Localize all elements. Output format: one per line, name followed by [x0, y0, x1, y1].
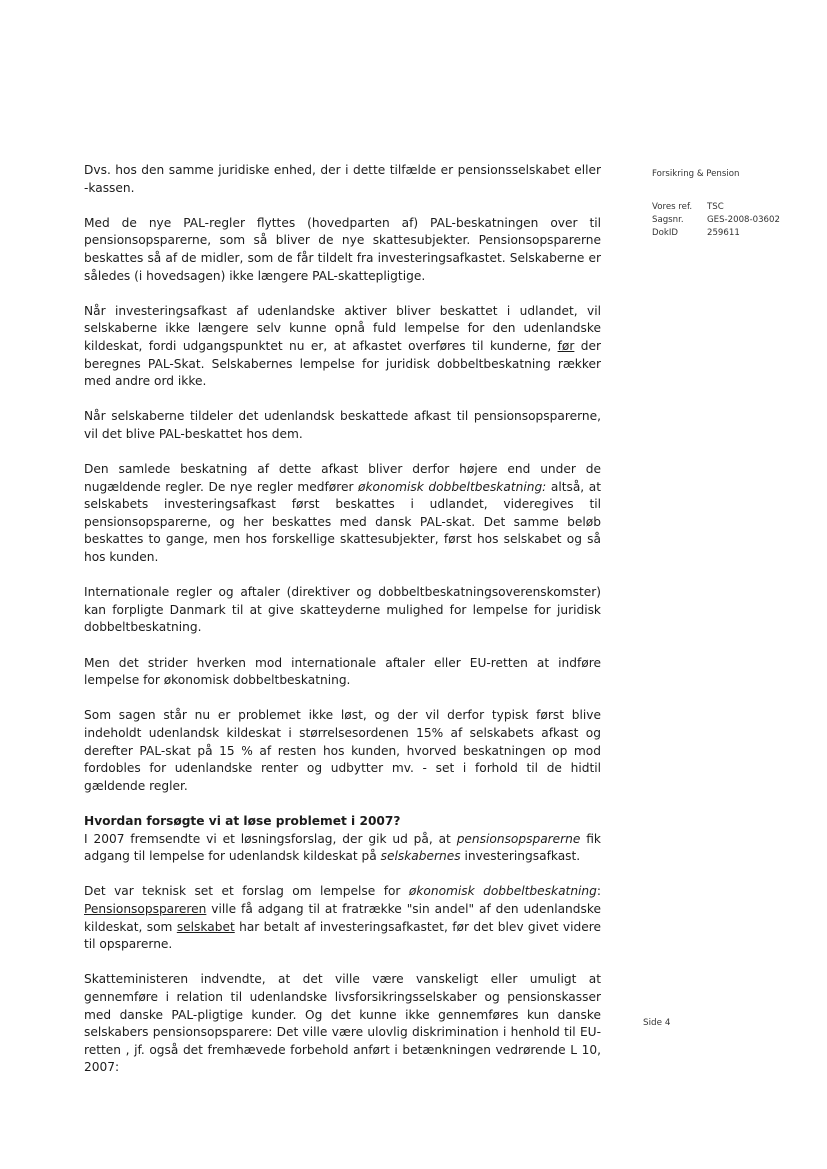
body-text — [84, 162, 601, 1077]
ref-label: DokID — [652, 228, 679, 238]
letter-sidebar — [652, 168, 812, 240]
paragraph: Internationale regler og aftaler (direktiver og dobbeltbeskatningsoverenskomster) kan forpligte Danmark til at give skatteyderne mulighed for lempelse for juridisk dobbeltbeskatning. — [84, 585, 601, 635]
text-run: altså, at selskabets investeringsafkast først beskattes i udlandet, videregives til pensionsopsparerne, og her beskattes med dansk PAL-skat. Det samme beløb beskattes to gange, men hos forskellige skattesubjekter, først hos selskabet og så hos kunden. — [84, 479, 601, 565]
italic-text: økonomisk dobbeltbeskatning — [408, 884, 597, 899]
ref-row-dokid — [652, 227, 812, 240]
text-run: ville få adgang til at fratrække "sin andel" af den udenlandske kildeskat, som — [84, 901, 601, 934]
paragraph: Skatteministeren indvendte, at det ville være vanskeligt eller umuligt at gennemføre i relation til udenlandske livsforsikringsselskaber og pensionskasser med danske PAL-pligtige kunder. Og det kunne ikke gennemføres kun danske selskabers pensionsopsparere: Det ville være ulovlig diskrimination i henhold til EU-retten , jf. også det fremhævede forbehold anført i betænkningen vedrørende L 10, 2007: — [84, 972, 601, 1075]
paragraph — [84, 831, 601, 866]
paragraph — [84, 461, 601, 567]
paragraph: Men det strider hverken mod internationale aftaler eller EU-retten at indføre lempelse for økonomisk dobbeltbeskatning. — [84, 655, 601, 688]
paragraph: Som sagen står nu er problemet ikke løst, og der vil derfor typisk først blive indeholdt udenlandsk kildeskat i størrelsesordenen 15% af selskabets afkast og derefter PAL-skat på 15 % af resten hos kunden, hvorved beskatningen op mod fordobles for udenlandske renter og udbytter mv. - set i forhold til de hidtil gældende regler. — [84, 708, 601, 793]
text-run: Den samlede beskatning af dette afkast bliver derfor højere end under de nugældende regler. De nye regler medfører — [84, 462, 601, 494]
ref-row-sagsnr — [652, 214, 812, 227]
underlined-text: før — [557, 338, 575, 353]
text-run: fik adgang til lempelse for udenlandsk kildeskat på — [84, 831, 601, 864]
underlined-text: Pensionsopspareren — [84, 901, 207, 916]
ref-label: Sagsnr. — [652, 215, 684, 225]
department-name: Forsikring & Pension — [652, 169, 740, 179]
text-run: Når investeringsafkast af udenlandske aktiver bliver beskattet i udlandet, vil selskaberne ikke længere selv kunne opnå fuld lempelse for den udenlandske kildeskat, fordi udgangspunktet nu er, at afkastet overføres til kunderne, — [84, 303, 601, 353]
text-run: der beregnes PAL-Skat. Selskabernes lempelse for juridisk dobbeltbeskatning rækker med andre ord ikke. — [84, 338, 601, 389]
italic-text: økonomisk dobbeltbeskatning: — [358, 479, 547, 494]
paragraph — [84, 883, 601, 953]
paragraph — [84, 303, 601, 391]
ref-value: TSC — [707, 202, 724, 212]
ref-row-vores-ref — [652, 201, 812, 214]
section-heading: Hvordan forsøgte vi at løse problemet i 2007? — [84, 813, 401, 828]
text-run: I 2007 fremsendte vi et løsningsforslag, der gik ud på, at — [84, 831, 457, 846]
text-run: : — [596, 884, 602, 899]
ref-value: GES-2008-03602 — [707, 215, 780, 225]
ref-label: Vores ref. — [652, 202, 693, 212]
ref-value: 259611 — [707, 228, 740, 238]
text-run: har betalt af investeringsafkastet, før det blev givet videre til opsparerne. — [84, 919, 601, 952]
italic-text: selskabernes — [380, 849, 461, 864]
text-run: investeringsafkast. — [460, 849, 581, 864]
italic-text: pensionsopsparerne — [456, 831, 581, 846]
paragraph: Når selskaberne tildeler det udenlandsk beskattede afkast til pensionsopsparerne, vil det blive PAL-beskattet hos dem. — [84, 409, 601, 441]
page-number: Side 4 — [643, 1018, 671, 1028]
paragraph: Med de nye PAL-regler flyttes (hovedparten af) PAL-beskatningen over til pensionsopsparerne, som så bliver de nye skattesubjekter. Pensionsopsparerne beskattes så af de midler, som de får tildelt fra investeringsafkastet. Selskaberne er således (i hovedsagen) ikke længere PAL-skattepligtige. — [84, 215, 601, 283]
underlined-text: selskabet — [176, 919, 235, 934]
paragraph: Dvs. hos den samme juridiske enhed, der i dette tilfælde er pensionsselskabet eller -kassen. — [84, 163, 601, 195]
text-run: Det var teknisk set et forslag om lempelse for — [84, 884, 409, 899]
